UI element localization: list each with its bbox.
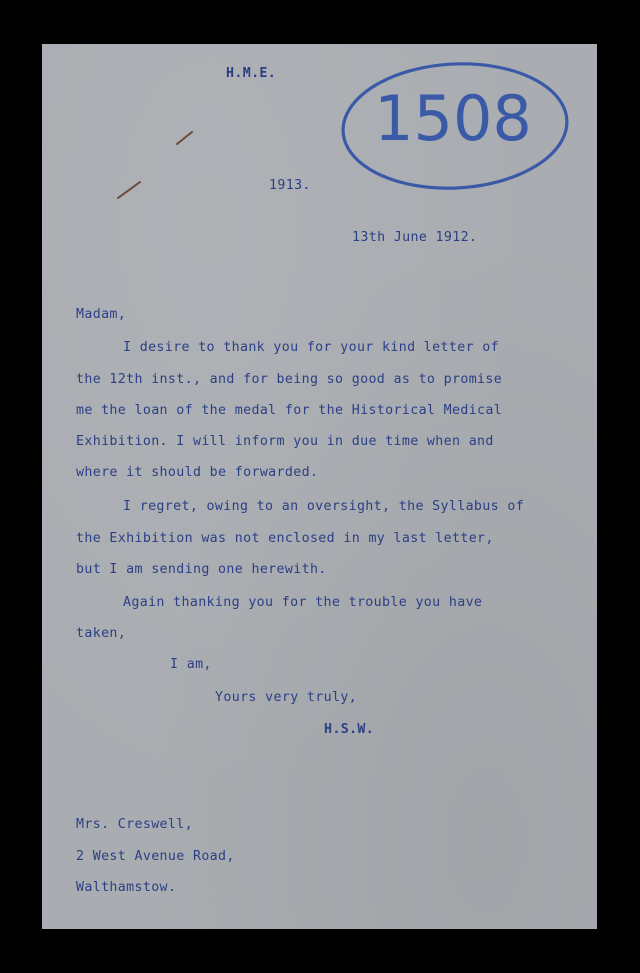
handwritten-number: 1508 (374, 82, 532, 155)
body-line: but I am sending one herewith. (76, 562, 327, 577)
body-line: the 12th inst., and for being so good as to promise (76, 372, 503, 387)
body-line: where it should be forwarded. (76, 465, 319, 480)
letter-date: 13th June 1912. (352, 230, 478, 245)
header-initials: H.M.E. (226, 66, 277, 81)
body-line: I regret, owing to an oversight, the Syllabus of (123, 499, 525, 514)
reference-number: 1913. (269, 178, 311, 193)
salutation: Madam, (76, 307, 127, 322)
signature-initials: H.S.W. (324, 722, 375, 737)
paper-marks (110, 120, 210, 210)
address-line: 2 West Avenue Road, (76, 849, 235, 864)
handwritten-number-circle (335, 56, 575, 196)
address-line: Walthamstow. (76, 880, 177, 895)
body-line: I desire to thank you for your kind letter of (123, 340, 499, 355)
body-line: Exhibition. I will inform you in due time when and (76, 434, 494, 449)
body-line: Again thanking you for the trouble you have (123, 595, 483, 610)
body-line: the Exhibition was not enclosed in my last letter, (76, 531, 494, 546)
closing-yours: Yours very truly, (215, 690, 358, 705)
closing-i-am: I am, (170, 657, 212, 672)
address-line: Mrs. Creswell, (76, 817, 193, 832)
body-line: me the loan of the medal for the Historical Medical (76, 403, 503, 418)
body-line: taken, (76, 626, 127, 641)
